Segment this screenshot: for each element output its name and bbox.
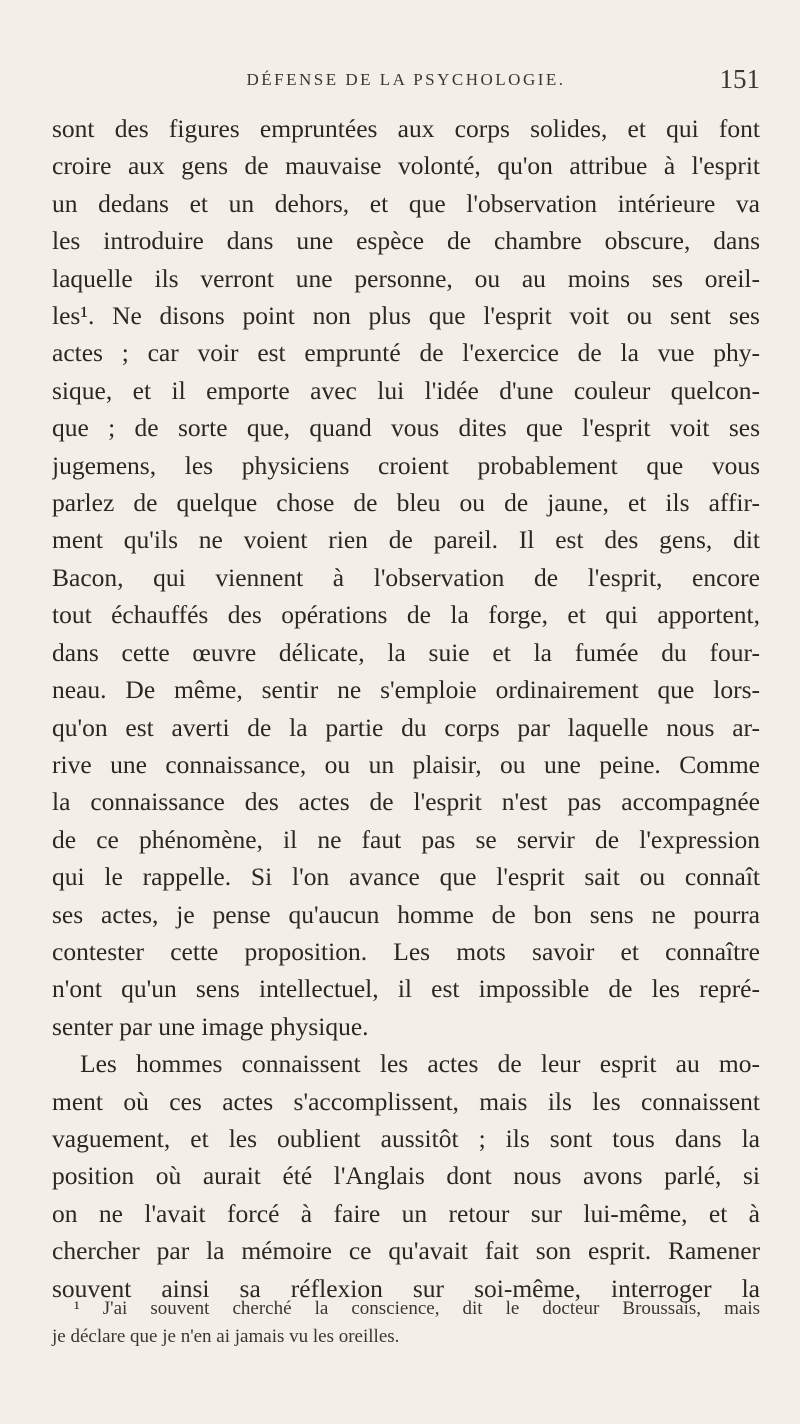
- running-head: DÉFENSE DE LA PSYCHOLOGIE.: [246, 70, 566, 89]
- text-line-29: position où aurait été l'Anglais dont nous avons parlé, si: [52, 1161, 760, 1191]
- text-line-2: croire aux gens de mauvaise volonté, qu'on attribue à l'esprit: [52, 151, 760, 181]
- text-line-18: rive une connaissance, ou un plaisir, ou une peine. Comme: [52, 749, 760, 779]
- text-line-26: Les hommes connaissent les actes de leur esprit au mo-: [80, 1049, 760, 1079]
- text-line-15: dans cette œuvre délicate, la suie et la fumée du four-: [52, 637, 760, 667]
- text-line-4: les introduire dans une espèce de chambre obscure, dans: [52, 226, 760, 256]
- text-line-11: parlez de quelque chose de bleu ou de jaune, et ils affir-: [52, 488, 760, 518]
- text-line-16: neau. De même, sentir ne s'emploie ordinairement que lors-: [52, 675, 760, 705]
- text-line-3: un dedans et un dehors, et que l'observation intérieure va: [52, 188, 760, 218]
- text-line-12: ment qu'ils ne voient rien de pareil. Il est des gens, dit: [52, 525, 760, 555]
- text-line-28: vaguement, et les oublient aussitôt ; ils sont tous dans la: [52, 1123, 760, 1153]
- footnote-line-2: je déclare que je n'en ai jamais vu les oreilles.: [52, 1326, 400, 1347]
- text-line-17: qu'on est averti de la partie du corps par laquelle nous ar-: [52, 712, 760, 742]
- page-number: 151: [719, 64, 760, 94]
- text-line-23: contester cette proposition. Les mots savoir et connaître: [52, 936, 760, 966]
- body-text: [52, 110, 760, 1307]
- text-line-13: Bacon, qui viennent à l'observation de l'esprit, encore: [52, 562, 760, 592]
- text-line-25: senter par une image physique.: [52, 1011, 369, 1041]
- text-line-27: ment où ces actes s'accomplissent, mais ils les connaissent: [52, 1086, 760, 1116]
- text-line-22: ses actes, je pense qu'aucun homme de bon sens ne pourra: [52, 899, 760, 929]
- footnote-line-1: ¹ J'ai souvent cherché la conscience, dit le docteur Broussais, mais: [74, 1298, 760, 1319]
- text-line-31: chercher par la mémoire ce qu'avait fait son esprit. Ramener: [52, 1236, 760, 1266]
- text-line-19: la connaissance des actes de l'esprit n'est pas accompagnée: [52, 787, 760, 817]
- text-line-8: sique, et il emporte avec lui l'idée d'une couleur quelcon-: [52, 375, 760, 405]
- text-line-32: souvent ainsi sa réflexion sur soi-même, interroger la: [52, 1273, 760, 1303]
- text-line-1: sont des figures empruntées aux corps solides, et qui font: [52, 114, 760, 143]
- text-line-21: qui le rappelle. Si l'on avance que l'esprit sait ou connaît: [52, 862, 760, 892]
- text-line-7: actes ; car voir est emprunté de l'exercice de la vue phy-: [52, 338, 760, 368]
- text-line-24: n'ont qu'un sens intellectuel, il est impossible de les repré-: [52, 974, 760, 1004]
- footnote: [52, 1295, 760, 1351]
- text-line-5: laquelle ils verront une personne, ou au moins ses oreil-: [52, 263, 760, 293]
- text-line-14: tout échauffés des opérations de la forge, et qui apportent,: [52, 600, 760, 630]
- text-line-30: on ne l'avait forcé à faire un retour sur lui-même, et à: [52, 1198, 760, 1228]
- text-line-9: que ; de sorte que, quand vous dites que l'esprit voit ses: [52, 413, 760, 443]
- text-line-20: de ce phénomène, il ne faut pas se servir de l'expression: [52, 824, 760, 854]
- text-line-10: jugemens, les physiciens croient probablement que vous: [52, 450, 760, 480]
- text-line-6: les¹. Ne disons point non plus que l'esprit voit ou sent ses: [52, 301, 760, 331]
- page-header: [52, 60, 760, 100]
